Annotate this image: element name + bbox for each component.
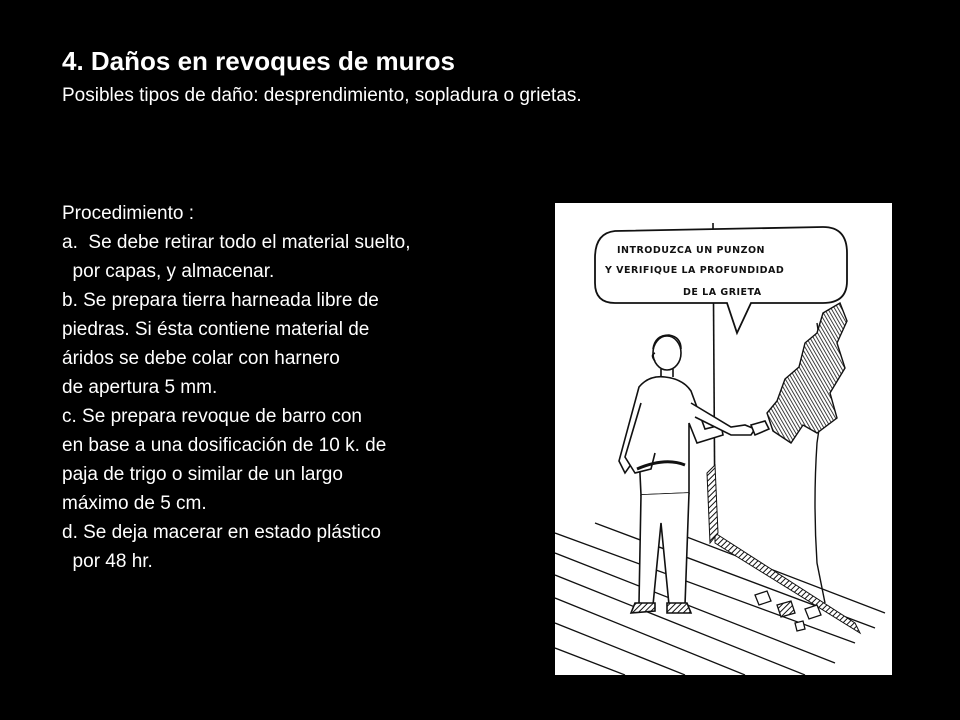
procedure-line: en base a una dosificación de 10 k. de <box>62 435 387 456</box>
bubble-line-1: INTRODUZCA UN PUNZON <box>617 245 765 256</box>
procedure-line: máximo de 5 cm. <box>62 493 207 514</box>
procedure-line: a. Se debe retirar todo el material suelto, <box>62 232 411 253</box>
procedure-heading: Procedimiento : <box>62 203 195 224</box>
procedure-line: áridos se debe colar con harnero <box>62 348 340 369</box>
cartoon-illustration <box>555 203 892 675</box>
procedure-line: de apertura 5 mm. <box>62 377 218 398</box>
procedure-line: paja de trigo o similar de un largo <box>62 464 343 485</box>
procedure-line: por capas, y almacenar. <box>62 261 275 282</box>
cartoon-drawing <box>555 203 892 675</box>
procedure-line: piedras. Si ésta contiene material de <box>62 319 370 340</box>
bubble-line-2: Y VERIFIQUE LA PROFUNDIDAD <box>605 265 785 276</box>
procedure-line: b. Se prepara tierra harneada libre de <box>62 290 379 311</box>
procedure-text <box>62 199 532 576</box>
speech-bubble <box>595 227 847 333</box>
slide-subtitle: Posibles tipos de daño: desprendimiento, sopladura o grietas. <box>62 85 582 106</box>
procedure-line: por 48 hr. <box>62 551 153 572</box>
bubble-line-3: DE LA GRIETA <box>683 287 762 298</box>
procedure-line: d. Se deja macerar en estado plástico <box>62 522 381 543</box>
wall-shadow <box>707 465 718 543</box>
slide-title: 4. Daños en revoques de muros <box>62 46 456 76</box>
man-figure <box>619 335 769 613</box>
wall-crack <box>767 303 847 443</box>
man-legs <box>639 493 689 605</box>
procedure-line: c. Se prepara revoque de barro con <box>62 406 362 427</box>
man-head <box>653 336 681 370</box>
